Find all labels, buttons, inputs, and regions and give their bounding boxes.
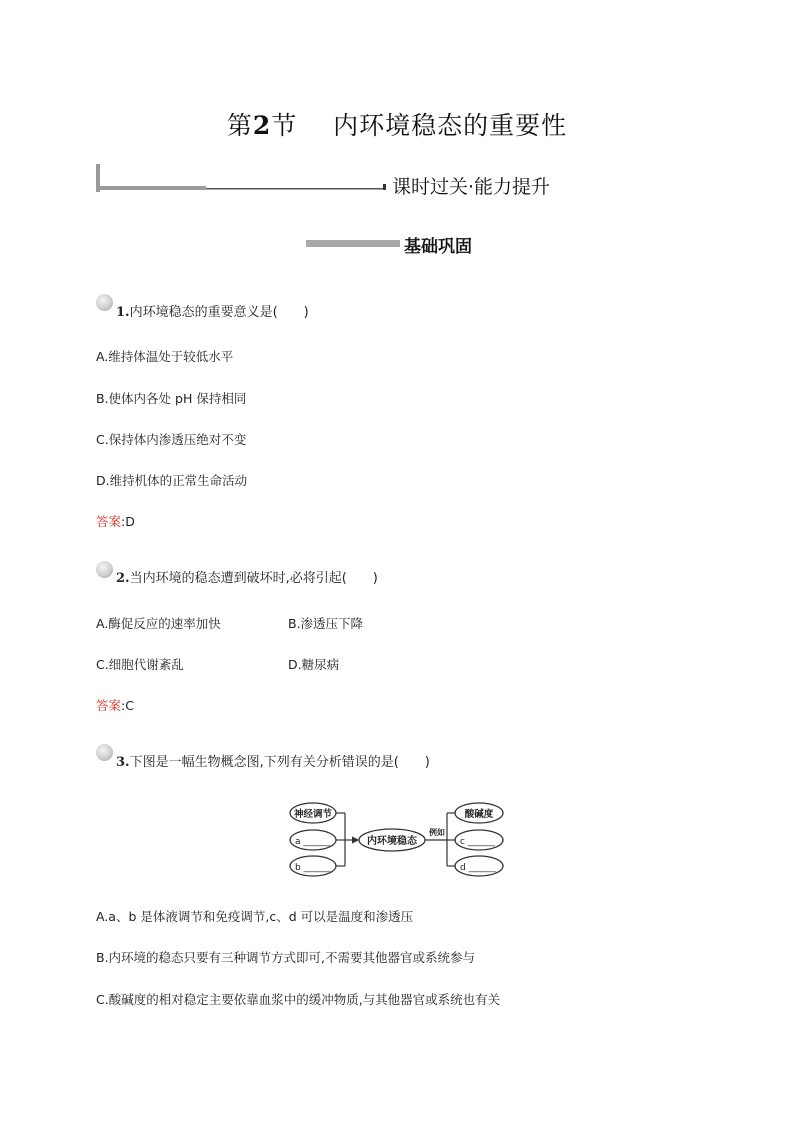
question-bullet-icon: [96, 294, 113, 311]
answer-label: 答案: [96, 698, 122, 713]
question-2-option-d: D.糖尿病: [288, 657, 340, 672]
answer-value: :D: [121, 514, 135, 529]
diagram-left-top-label: 神经调节: [293, 809, 333, 820]
question-2-stem: [116, 567, 378, 586]
question-1-number: 1.: [116, 305, 130, 320]
diagram-right-top-label: 酸碱度: [464, 809, 494, 820]
title-number: 2: [252, 111, 272, 140]
section-bar: [306, 240, 400, 247]
question-3-number: 3.: [116, 755, 130, 770]
question-1-text: 内环境稳态的重要意义是( ): [129, 305, 309, 320]
title-prefix: 第: [226, 111, 253, 140]
question-1-answer: [96, 512, 135, 530]
question-2-number: 2.: [116, 571, 130, 586]
title-name: 内环境稳态的重要性: [333, 111, 568, 140]
question-2-option-c: C.细胞代谢紊乱: [96, 657, 184, 672]
banner-label: 课时过关·能力提升: [392, 176, 551, 198]
question-3-option-a: A.a、b 是体液调节和免疫调节,c、d 可以是温度和渗透压: [96, 909, 414, 924]
question-2-text: 当内环境的稳态遭到破坏时,必将引起( ): [129, 571, 378, 586]
question-1-option-d: D.维持机体的正常生命活动: [96, 473, 248, 488]
question-bullet-icon: [96, 561, 113, 578]
question-3-option-c: C.酸碱度的相对稳定主要依靠血浆中的缓冲物质,与其他器官或系统也有关: [96, 992, 501, 1007]
answer-value: :C: [121, 698, 134, 713]
question-1-option-a: A.维持体温处于较低水平: [96, 349, 234, 364]
question-1-option-b: B.使体内各处 pH 保持相同: [96, 391, 247, 406]
question-2-option-a: A.酶促反应的速率加快: [96, 616, 221, 631]
question-1-option-c: C.保持体内渗透压绝对不变: [96, 432, 247, 447]
question-3-stem: [116, 751, 430, 770]
diagram-right-mid-label: c ______: [460, 837, 495, 847]
concept-diagram: [285, 800, 507, 880]
section-heading: 基础巩固: [404, 237, 472, 257]
diagram-link-label: 例如: [429, 828, 445, 837]
diagram-center-label: 内环境稳态: [367, 836, 417, 847]
diagram-left-bot-label: b ______: [295, 863, 331, 873]
question-bullet-icon: [96, 744, 113, 761]
banner-bracket: [96, 164, 386, 192]
title-suffix: 节: [271, 111, 298, 140]
diagram-right-bot-label: d ______: [460, 863, 496, 873]
question-1-stem: [116, 301, 309, 320]
page-title: [0, 106, 794, 142]
answer-label: 答案: [96, 514, 122, 529]
question-2-option-b: B.渗透压下降: [288, 616, 364, 631]
diagram-left-mid-label: a ______: [295, 837, 331, 847]
question-3-text: 下图是一幅生物概念图,下列有关分析错误的是( ): [129, 755, 430, 770]
question-3-option-b: B.内环境的稳态只要有三种调节方式即可,不需要其他器官或系统参与: [96, 950, 476, 965]
question-2-answer: [96, 696, 134, 714]
